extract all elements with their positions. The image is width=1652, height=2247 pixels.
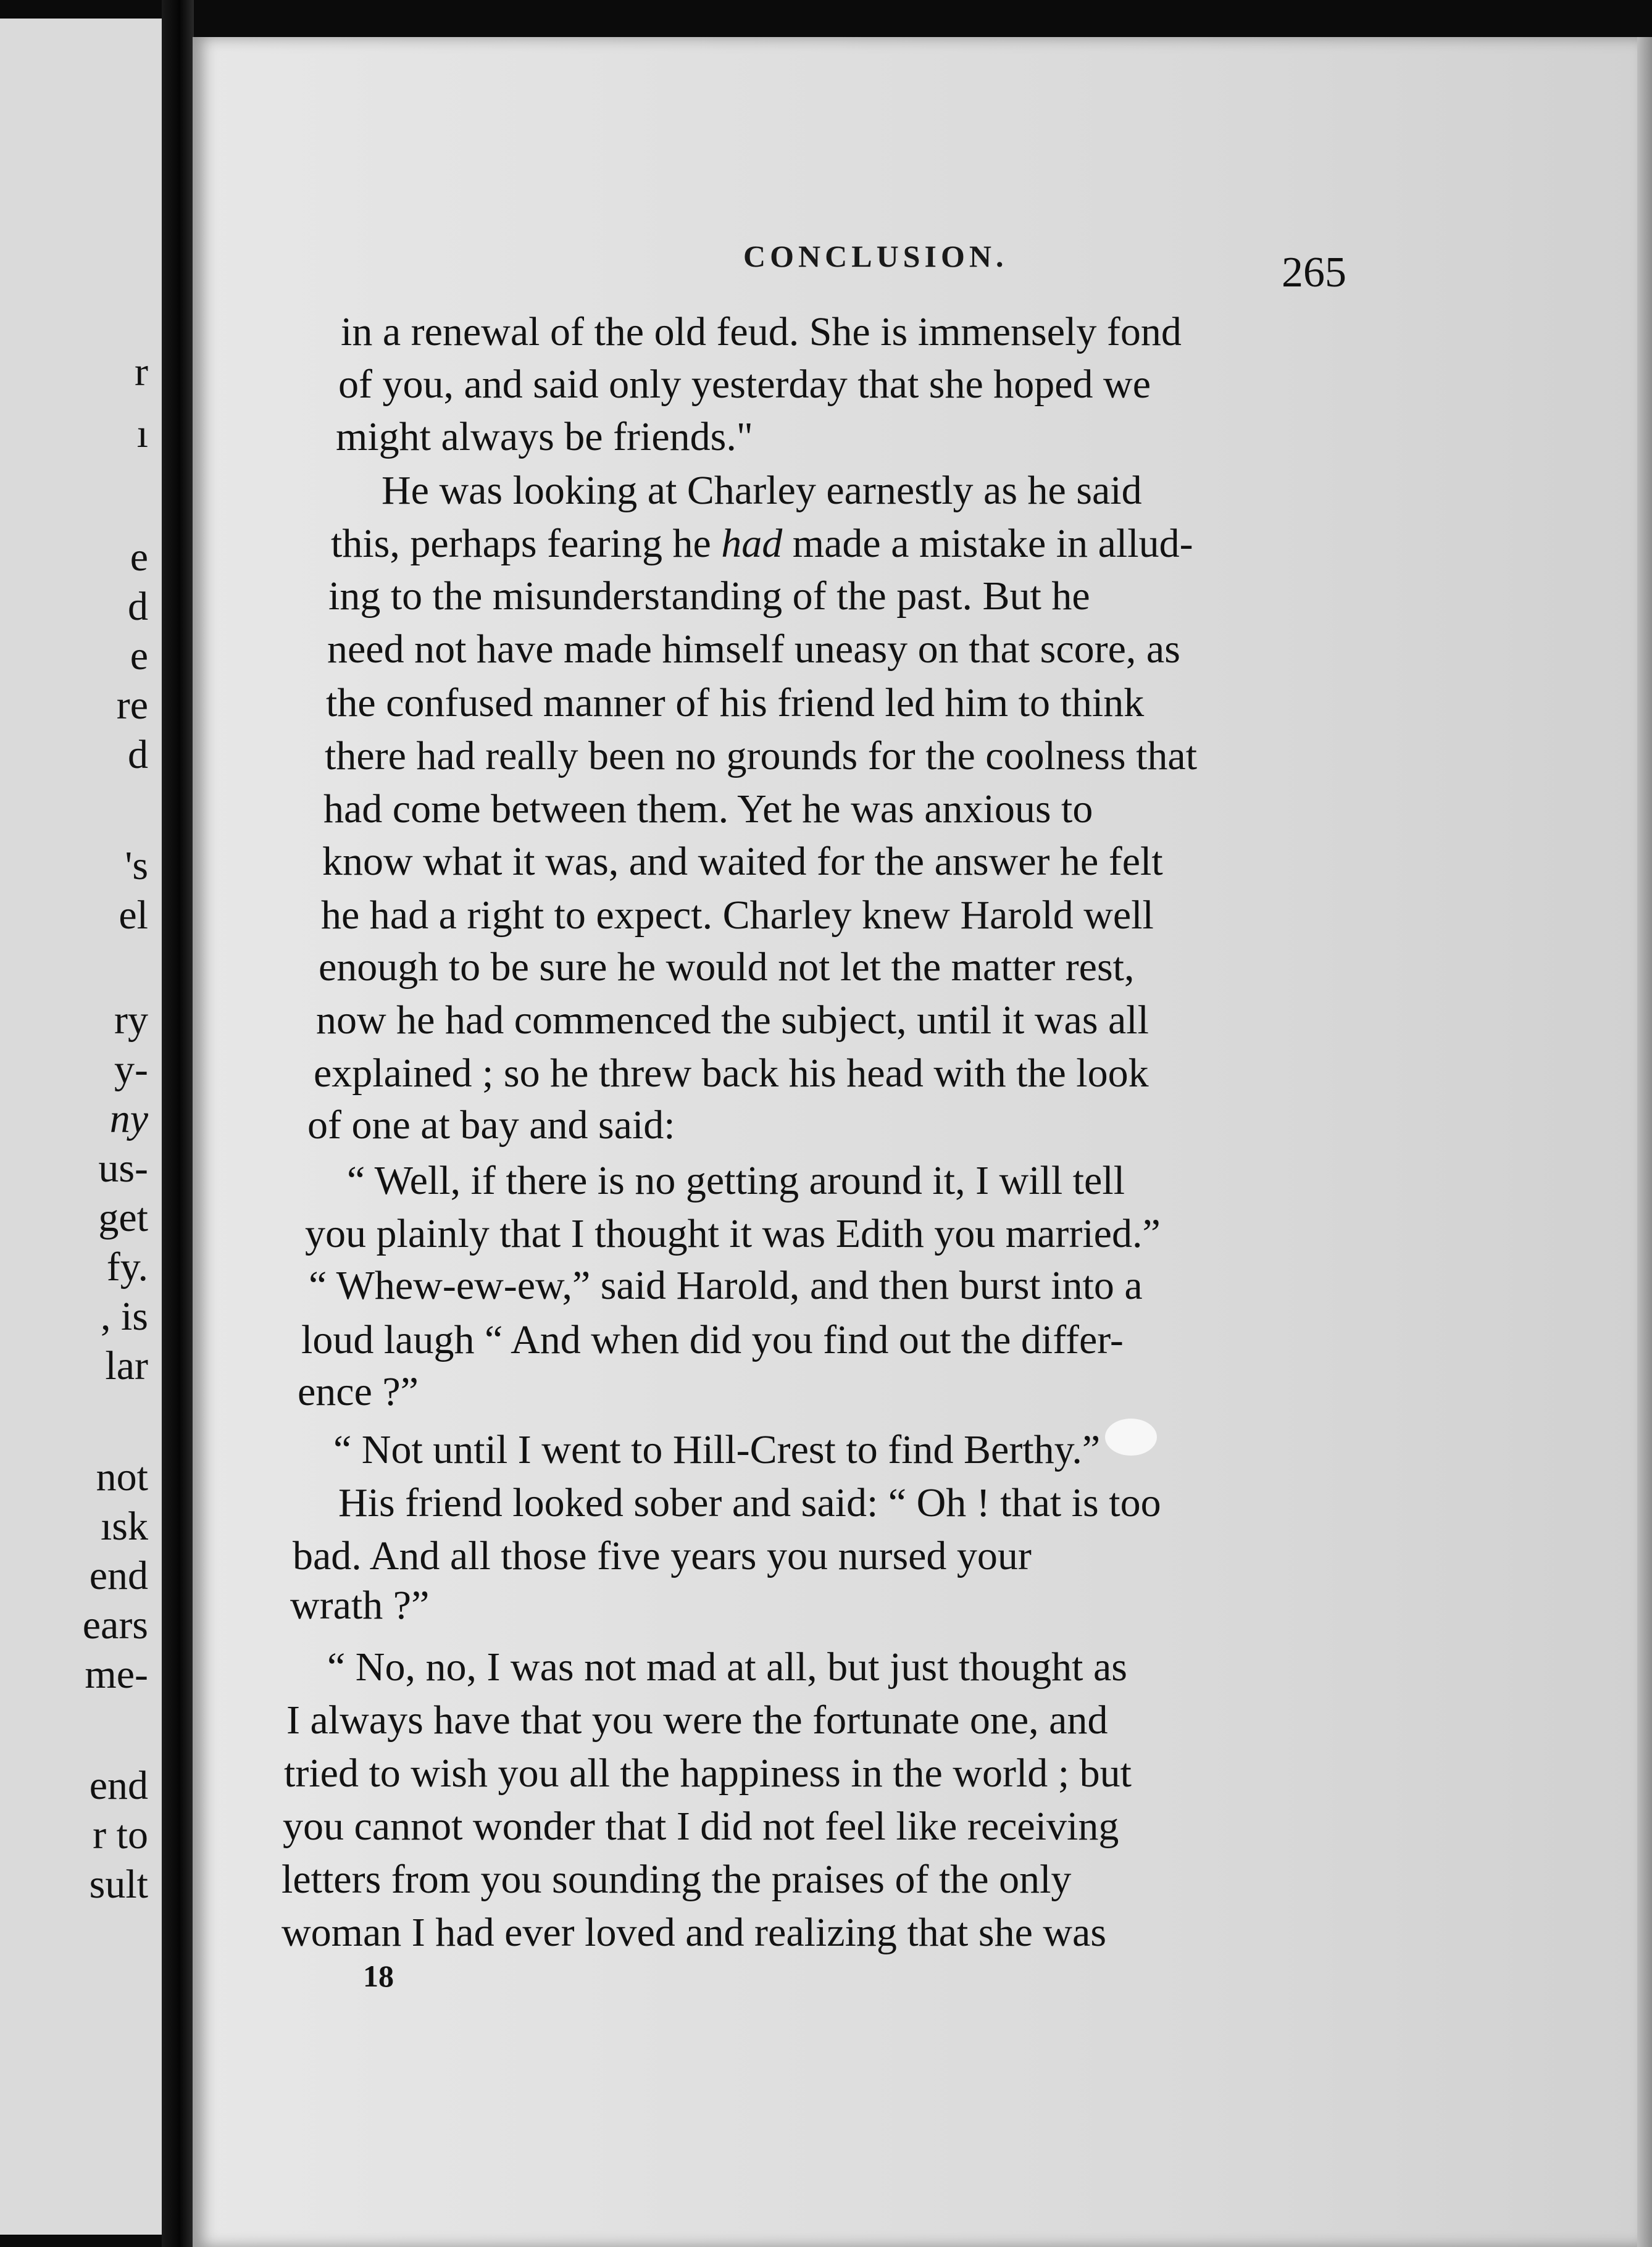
- previous-page-fragment: lar: [105, 1343, 148, 1388]
- text-line: he had a right to expect. Charley knew Harold well: [321, 893, 1154, 938]
- text-line: “ Well, if there is no getting around it, I will tell: [347, 1158, 1125, 1203]
- text-line: you cannot wonder that I did not feel like receiving: [283, 1804, 1119, 1849]
- text-line: “ No, no, I was not mad at all, but just thought as: [327, 1645, 1127, 1690]
- text-line: now he had commenced the subject, until it was all: [316, 998, 1149, 1043]
- text-line: His friend looked sober and said: “ Oh ! that is too: [338, 1480, 1161, 1525]
- text-line: need not have made himself uneasy on that score, as: [327, 627, 1180, 672]
- previous-page-fragment: y-: [114, 1047, 148, 1092]
- text-run: made a mistake in allud-: [782, 521, 1193, 566]
- previous-page-fragment: re: [116, 683, 148, 728]
- text-line: you plainly that I thought it was Edith you married.”: [305, 1211, 1161, 1256]
- previous-page-fragment: not: [96, 1454, 148, 1499]
- previous-page-fragment: end: [89, 1553, 148, 1598]
- text-line: letters from you sounding the praises of the only: [282, 1857, 1072, 1902]
- page-number: 265: [1282, 249, 1346, 296]
- text-line: “ Whew-ew-ew,” said Harold, and then burst into a: [309, 1263, 1143, 1308]
- previous-page-fragment: sult: [89, 1862, 148, 1907]
- italic-word: had: [721, 521, 783, 566]
- running-head: CONCLUSION.: [743, 239, 1008, 273]
- previous-page-fragment: r to: [93, 1812, 148, 1857]
- signature-mark: 18: [363, 1959, 394, 1993]
- page-edge: [1637, 37, 1652, 2247]
- text-line: bad. And all those five years you nursed your: [293, 1533, 1032, 1578]
- previous-page-fragment: el: [119, 893, 148, 938]
- text-line: might always be friends.": [336, 414, 753, 459]
- text-line: in a renewal of the old feud. She is immensely fond: [341, 309, 1182, 354]
- text-line: of you, and said only yesterday that she hoped we: [338, 362, 1151, 407]
- previous-page-fragment: me-: [85, 1652, 148, 1697]
- previous-page-fragment: 's: [125, 843, 148, 888]
- text-line: loud laugh “ And when did you find out the differ-: [301, 1317, 1124, 1362]
- book-gutter: [162, 0, 194, 2247]
- previous-page-fragment: ry: [114, 998, 148, 1043]
- previous-page-fragment: us-: [98, 1146, 148, 1191]
- text-line: had come between them. Yet he was anxious to: [323, 786, 1093, 832]
- previous-page-fragment: d: [128, 584, 148, 629]
- previous-page-fragment: ears: [82, 1603, 148, 1648]
- previous-page-fragment: get: [98, 1195, 148, 1240]
- text-line: [331, 523, 1193, 564]
- previous-page-fragment: , is: [100, 1294, 148, 1339]
- text-line: I always have that you were the fortunate one, and: [286, 1698, 1108, 1743]
- text-line: He was looking at Charley earnestly as he said: [382, 468, 1142, 513]
- previous-page-fragment: d: [128, 732, 148, 777]
- previous-page-fragment: end: [89, 1763, 148, 1808]
- previous-page-fragment: e: [130, 633, 148, 678]
- paper-blemish: [1105, 1419, 1157, 1456]
- text-line: “ Not until I went to Hill-Crest to find Berthy.”: [333, 1427, 1101, 1472]
- previous-page-fragment: ı: [136, 411, 148, 456]
- text-line: there had really been no grounds for the coolness that: [325, 733, 1198, 778]
- previous-page-fragment: ısk: [100, 1504, 148, 1549]
- text-line: explained ; so he threw back his head with the look: [314, 1051, 1149, 1096]
- previous-page-fragment: r: [135, 349, 148, 394]
- text-line: the confused manner of his friend led him to think: [326, 680, 1145, 725]
- text-line: enough to be sure he would not let the matter rest,: [319, 944, 1135, 990]
- text-line: of one at bay and said:: [307, 1103, 675, 1148]
- text-line: know what it was, and waited for the answer he felt: [322, 839, 1163, 884]
- text-line: tried to wish you all the happiness in the world ; but: [284, 1751, 1132, 1796]
- text-run: this, perhaps fearing he: [331, 521, 722, 566]
- text-line: woman I had ever loved and realizing that she was: [282, 1910, 1107, 1955]
- previous-page-fragment: e: [130, 535, 148, 580]
- text-line: wrath ?”: [290, 1583, 430, 1628]
- previous-page-fragment: fy.: [106, 1244, 148, 1290]
- text-line: ence ?”: [298, 1369, 419, 1414]
- previous-page-edge: [0, 19, 162, 2235]
- text-line: ing to the misunderstanding of the past. But he: [328, 573, 1090, 619]
- previous-page-fragment: ny: [109, 1096, 148, 1141]
